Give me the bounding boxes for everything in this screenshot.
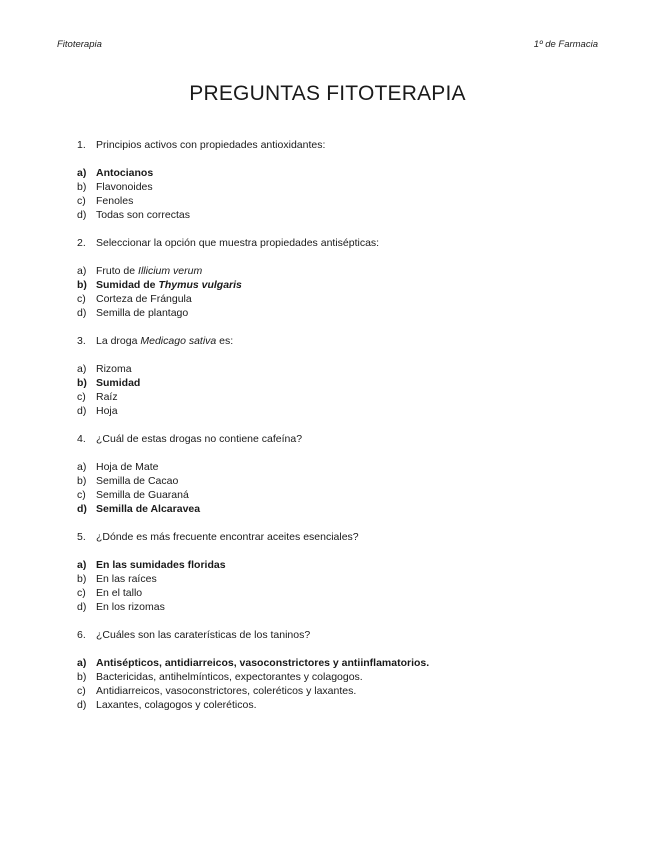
question-line — [77, 628, 597, 642]
option-d — [77, 306, 597, 320]
option-text: Rizoma — [96, 363, 132, 375]
option-c — [77, 194, 597, 208]
option-text: Hoja — [96, 405, 118, 417]
option-a — [77, 166, 597, 180]
option-text: Flavonoides — [96, 181, 153, 193]
option-letter: c) — [77, 195, 86, 207]
option-text: Hoja de Mate — [96, 461, 159, 473]
option-text — [96, 264, 202, 278]
option-text: Semilla de Guaraná — [96, 489, 189, 501]
option-letter: c) — [77, 293, 86, 305]
option-text: Corteza de Frángula — [96, 293, 192, 305]
option-text-species: Thymus vulgaris — [158, 279, 242, 291]
option-text: Semilla de plantago — [96, 307, 189, 319]
option-text: Sumidad — [96, 377, 141, 389]
question-number: 4. — [77, 433, 86, 445]
option-b — [77, 670, 597, 684]
option-d — [77, 502, 597, 516]
question-3 — [77, 334, 597, 418]
option-text: En los rizomas — [96, 601, 165, 613]
option-a — [77, 558, 597, 572]
option-letter: b) — [77, 181, 87, 193]
option-letter: d) — [77, 307, 87, 319]
question-6 — [77, 628, 597, 712]
option-text: Antidiarreicos, vasoconstrictores, coleréticos y laxantes. — [96, 685, 357, 697]
question-number: 1. — [77, 139, 86, 151]
option-letter: b) — [77, 279, 87, 291]
option-letter: b) — [77, 377, 87, 389]
option-text: Semilla de Cacao — [96, 475, 179, 487]
option-letter: a) — [77, 363, 87, 375]
option-text-species: Illicium verum — [138, 265, 203, 277]
option-text: Semilla de Alcaravea — [96, 503, 201, 515]
option-list — [77, 656, 597, 712]
option-letter: d) — [77, 503, 87, 515]
option-d — [77, 600, 597, 614]
option-letter: a) — [77, 167, 87, 179]
option-letter: c) — [77, 489, 86, 501]
header-right: 1º de Farmacia — [533, 39, 598, 50]
question-line — [77, 236, 597, 250]
option-text: Fenoles — [96, 195, 134, 207]
option-list — [77, 558, 597, 614]
question-list — [77, 138, 597, 726]
option-letter: a) — [77, 559, 87, 571]
option-text-plain: Fruto de — [96, 265, 139, 277]
option-list — [77, 362, 597, 418]
question-line — [77, 432, 597, 446]
option-a — [77, 264, 597, 278]
question-text: Principios activos con propiedades antioxidantes: — [96, 139, 326, 151]
question-line — [77, 138, 597, 152]
option-c — [77, 488, 597, 502]
option-letter: a) — [77, 265, 87, 277]
question-2 — [77, 236, 597, 320]
question-5 — [77, 530, 597, 614]
option-text: Bactericidas, antihelmínticos, expectorantes y colagogos. — [96, 671, 363, 683]
option-text: Antisépticos, antidiarreicos, vasoconstrictores y antiinflamatorios. — [96, 657, 430, 669]
question-1 — [77, 138, 597, 222]
option-d — [77, 208, 597, 222]
question-text: ¿Cuáles son las caraterísticas de los taninos? — [96, 629, 311, 641]
question-number: 5. — [77, 531, 86, 543]
option-letter: b) — [77, 671, 87, 683]
option-text: Laxantes, colagogos y coleréticos. — [96, 699, 257, 711]
option-letter: d) — [77, 699, 87, 711]
question-number: 6. — [77, 629, 86, 641]
option-a — [77, 656, 597, 670]
question-text: Seleccionar la opción que muestra propiedades antisépticas: — [96, 237, 380, 249]
option-text: Raíz — [96, 391, 118, 403]
question-number: 3. — [77, 335, 86, 347]
question-4 — [77, 432, 597, 516]
option-text: Antocianos — [96, 167, 154, 179]
question-text-pre: La droga — [96, 335, 141, 347]
question-line — [77, 334, 597, 348]
option-text: En el tallo — [96, 587, 143, 599]
question-text: ¿Cuál de estas drogas no contiene cafeína? — [96, 433, 303, 445]
option-list — [77, 460, 597, 516]
option-letter: d) — [77, 209, 87, 221]
option-letter: b) — [77, 475, 87, 487]
option-c — [77, 684, 597, 698]
question-text: ¿Dónde es más frecuente encontrar aceites esenciales? — [96, 531, 359, 543]
header-left: Fitoterapia — [57, 39, 102, 50]
option-a — [77, 460, 597, 474]
option-c — [77, 292, 597, 306]
option-c — [77, 390, 597, 404]
option-d — [77, 698, 597, 712]
option-text-plain: Sumidad de — [96, 279, 159, 291]
option-list — [77, 264, 597, 320]
question-line — [77, 530, 597, 544]
question-text-species: Medicago sativa — [140, 335, 217, 347]
option-letter: d) — [77, 601, 87, 613]
option-b — [77, 572, 597, 586]
option-text: Todas son correctas — [96, 209, 190, 221]
page-title: PREGUNTAS FITOTERAPIA — [189, 82, 466, 105]
option-list — [77, 166, 597, 222]
option-text — [96, 278, 242, 292]
option-letter: c) — [77, 391, 86, 403]
option-letter: b) — [77, 573, 87, 585]
option-c — [77, 586, 597, 600]
option-b — [77, 474, 597, 488]
option-letter: d) — [77, 405, 87, 417]
question-text-post: es: — [216, 335, 234, 347]
option-text: En las sumidades floridas — [96, 559, 226, 571]
option-letter: a) — [77, 657, 87, 669]
option-letter: c) — [77, 685, 86, 697]
option-d — [77, 404, 597, 418]
option-b — [77, 278, 597, 292]
question-text — [96, 334, 233, 348]
option-a — [77, 362, 597, 376]
option-b — [77, 376, 597, 390]
option-text: En las raíces — [96, 573, 157, 585]
question-number: 2. — [77, 237, 86, 249]
option-b — [77, 180, 597, 194]
option-letter: a) — [77, 461, 87, 473]
option-letter: c) — [77, 587, 86, 599]
